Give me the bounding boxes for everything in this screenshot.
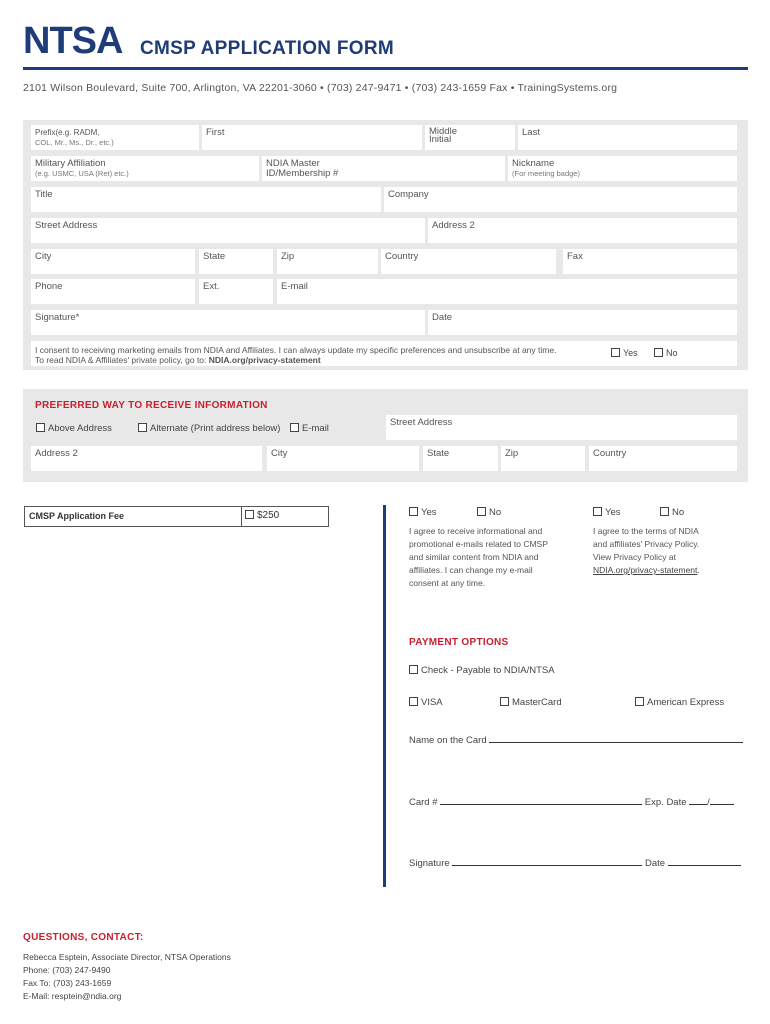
phone-field[interactable]: [31, 279, 195, 304]
promo-no-checkbox[interactable]: [477, 507, 486, 516]
city-field[interactable]: [31, 249, 195, 274]
terms-no-label: No: [672, 507, 685, 518]
date-label: Date: [432, 312, 453, 323]
name-on-card-label: Name on the Card: [409, 735, 487, 746]
exp-date-separator: /: [707, 797, 710, 808]
above-address-checkbox[interactable]: [36, 423, 45, 432]
consent-yes-checkbox[interactable]: [611, 348, 620, 357]
address-2-field[interactable]: [428, 218, 737, 243]
email-label: E-mail: [281, 281, 308, 292]
terms-text-line: View Privacy Policy at: [593, 552, 676, 562]
alt-state-field[interactable]: [423, 446, 498, 471]
visa-checkbox[interactable]: [409, 697, 418, 706]
street-address-label: Street Address: [35, 220, 98, 231]
mastercard-label: MasterCard: [512, 697, 562, 708]
alt-city-label: City: [271, 448, 288, 459]
name-on-card-row: [409, 734, 743, 746]
last-name-field[interactable]: [518, 125, 737, 150]
fax-label: Fax: [567, 251, 583, 262]
first-name-field[interactable]: [202, 125, 422, 150]
consent-policy-prefix: To read NDIA & Affiliates' private policy, go to:: [35, 355, 209, 365]
nickname-sublabel: (For meeting badge): [512, 169, 580, 178]
payment-signature-row: [409, 857, 741, 869]
check-payment-checkbox[interactable]: [409, 665, 418, 674]
alt-country-field[interactable]: [589, 446, 737, 471]
name-on-card-input[interactable]: [489, 734, 743, 743]
payment-date-input[interactable]: [668, 857, 741, 866]
check-payment-label: Check - Payable to NDIA/NTSA: [421, 665, 555, 676]
payment-signature-input[interactable]: [452, 857, 642, 866]
consent-policy-link[interactable]: NDIA.org/privacy-statement: [208, 355, 321, 365]
alternate-address-label: Alternate (Print address below): [150, 423, 281, 434]
fax-field[interactable]: [563, 249, 737, 274]
title-label: Title: [35, 189, 53, 200]
contact-heading: QUESTIONS, CONTACT:: [23, 932, 144, 943]
promo-text-line: I agree to receive informational and: [409, 526, 543, 536]
first-name-label: First: [206, 127, 225, 138]
fee-checkbox[interactable]: [245, 510, 254, 519]
terms-text-line: I agree to the terms of NDIA: [593, 526, 699, 536]
ndia-membership-field[interactable]: [262, 156, 505, 181]
middle-initial-field[interactable]: [425, 125, 515, 150]
mastercard-checkbox[interactable]: [500, 697, 509, 706]
nickname-label: Nickname: [512, 158, 555, 169]
terms-no-checkbox[interactable]: [660, 507, 669, 516]
promo-consent-text: [409, 525, 579, 590]
contact-email[interactable]: E-Mail: resptein@ndia.org: [23, 991, 122, 1001]
alternate-address-checkbox[interactable]: [138, 423, 147, 432]
alt-street-address-field[interactable]: [386, 415, 737, 440]
promo-yes-label: Yes: [421, 507, 437, 518]
promo-text-line: and similar content from NDIA and: [409, 552, 539, 562]
terms-link-suffix: .: [697, 565, 700, 575]
country-field[interactable]: [381, 249, 556, 274]
consent-yes-label: Yes: [623, 348, 638, 358]
contact-details: [23, 951, 231, 1003]
column-divider: [383, 505, 386, 887]
alt-city-field[interactable]: [267, 446, 419, 471]
date-field[interactable]: [428, 310, 737, 335]
consent-yes-option[interactable]: [611, 348, 638, 358]
address-2-label: Address 2: [432, 220, 475, 231]
privacy-policy-link[interactable]: NDIA.org/privacy-statement: [593, 565, 698, 575]
payment-options-heading: PAYMENT OPTIONS: [409, 637, 509, 648]
terms-yes-checkbox[interactable]: [593, 507, 602, 516]
ext-field[interactable]: [199, 279, 273, 304]
above-address-option[interactable]: [36, 423, 112, 434]
amex-option[interactable]: [635, 697, 724, 708]
preferred-heading: PREFERRED WAY TO RECEIVE INFORMATION: [35, 400, 268, 411]
phone-label: Phone: [35, 281, 63, 292]
terms-yes-label: Yes: [605, 507, 621, 518]
above-address-label: Above Address: [48, 423, 112, 434]
zip-label: Zip: [281, 251, 295, 262]
alt-street-address-label: Street Address: [390, 417, 453, 428]
prefix-sublabel: COL, Mr., Ms., Dr., etc.): [35, 138, 114, 147]
consent-no-label: No: [666, 348, 678, 358]
promo-text-line: affiliates. I can change my e-mail: [409, 565, 533, 575]
fee-amount-option[interactable]: [245, 510, 279, 521]
mastercard-option[interactable]: [500, 697, 562, 708]
ntsa-logo: NTSA: [23, 20, 123, 62]
company-label: Company: [388, 189, 429, 200]
alt-address-2-label: Address 2: [35, 448, 78, 459]
ndia-master-label: NDIA Master: [266, 158, 320, 169]
payment-date-label: Date: [644, 858, 666, 869]
alternate-address-option[interactable]: [138, 423, 280, 434]
application-fee-label: CMSP Application Fee: [29, 511, 125, 521]
email-field[interactable]: [277, 279, 737, 304]
signature-label: Signature*: [35, 312, 80, 323]
preferred-info-panel: [23, 389, 748, 482]
state-field[interactable]: [199, 249, 273, 274]
applicant-info-panel: [23, 120, 748, 370]
company-field[interactable]: [384, 187, 737, 212]
exp-year-input[interactable]: [710, 796, 734, 805]
alt-country-label: Country: [593, 448, 627, 459]
contact-name: Rebecca Esptein, Associate Director, NTSA Operations: [23, 952, 231, 962]
ext-label: Ext.: [203, 281, 220, 292]
terms-link-line: [593, 564, 743, 577]
header-rule: [23, 67, 748, 70]
contact-phone: Phone: (703) 247-9490: [23, 965, 111, 975]
promo-text-line: promotional e-mails related to CMSP: [409, 539, 548, 549]
card-number-input[interactable]: [440, 796, 642, 805]
terms-text-line: and affiliates' Privacy Policy.: [593, 539, 700, 549]
exp-month-input[interactable]: [689, 796, 707, 805]
form-title: CMSP APPLICATION FORM: [140, 38, 395, 59]
fee-divider: [241, 506, 242, 527]
nickname-field[interactable]: [508, 156, 737, 181]
promo-yes-checkbox[interactable]: [409, 507, 418, 516]
terms-yes-option[interactable]: [593, 507, 621, 518]
promo-yes-option[interactable]: [409, 507, 437, 518]
prefix-label: Prefix(e.g. RADM,: [35, 128, 100, 137]
last-name-label: Last: [522, 127, 540, 138]
promo-no-option[interactable]: [477, 507, 501, 518]
ndia-membership-label: ID/Membership #: [266, 168, 339, 179]
check-payment-option[interactable]: [409, 665, 555, 676]
military-affiliation-field[interactable]: [31, 156, 259, 181]
consent-no-checkbox[interactable]: [654, 348, 663, 357]
consent-no-option[interactable]: [654, 348, 678, 358]
prefix-field[interactable]: [31, 125, 199, 150]
zip-field[interactable]: [277, 249, 378, 274]
state-label: State: [203, 251, 226, 262]
signature-field[interactable]: [31, 310, 425, 335]
military-affiliation-label: Military Affiliation: [35, 158, 106, 169]
fee-amount: $250: [257, 510, 280, 521]
amex-checkbox[interactable]: [635, 697, 644, 706]
organization-address: 2101 Wilson Boulevard, Suite 700, Arlington, VA 22201-3060 • (703) 247-9471 • (703) 243-1659 Fax • TrainingSystems.org: [23, 82, 618, 94]
promo-text-line: consent at any time.: [409, 578, 486, 588]
contact-fax: Fax To: (703) 243-1659: [23, 978, 112, 988]
preferred-email-label: E-mail: [302, 423, 329, 434]
card-number-label: Card #: [409, 797, 438, 808]
amex-label: American Express: [647, 697, 725, 708]
street-address-field[interactable]: [31, 218, 425, 243]
visa-label: VISA: [421, 697, 443, 708]
payment-signature-label: Signature: [409, 858, 450, 869]
visa-option[interactable]: [409, 697, 443, 708]
terms-no-option[interactable]: [660, 507, 684, 518]
exp-date-label: Exp. Date: [644, 797, 687, 808]
alt-zip-field[interactable]: [501, 446, 585, 471]
consent-text: I consent to receiving marketing emails from NDIA and Affiliates. I can always update my specific preferences and unsubscribe at any time.: [35, 345, 557, 355]
military-affiliation-sublabel: (e.g. USMC, USA (Ret) etc.): [35, 169, 129, 178]
initial-label: Initial: [429, 134, 452, 145]
alt-zip-label: Zip: [505, 448, 519, 459]
city-label: City: [35, 251, 52, 262]
card-number-row: [409, 796, 734, 808]
terms-consent-text: [593, 525, 743, 577]
country-label: Country: [385, 251, 419, 262]
preferred-email-checkbox[interactable]: [290, 423, 299, 432]
alt-address-2-field[interactable]: [31, 446, 262, 471]
promo-no-label: No: [489, 507, 502, 518]
title-field[interactable]: [31, 187, 381, 212]
preferred-email-option[interactable]: [290, 423, 329, 434]
middle-label: Middle: [429, 126, 457, 137]
alt-state-label: State: [427, 448, 450, 459]
